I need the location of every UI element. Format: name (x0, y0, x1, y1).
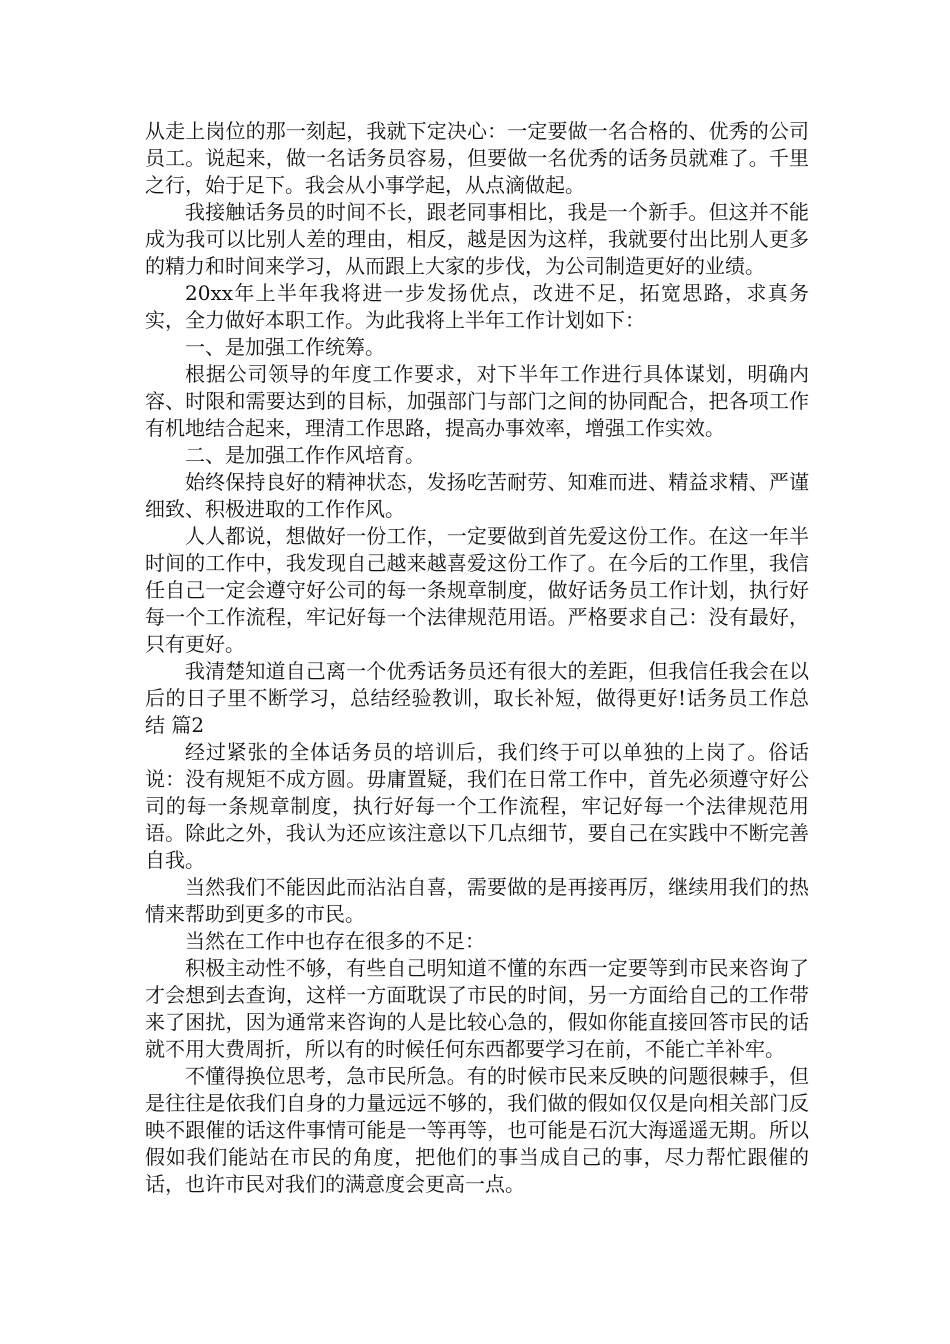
paragraph-5: 始终保持良好的精神状态，发扬吃苦耐劳、知难而进、精益求精、严谨细致、积极进取的工作作风。 (145, 470, 809, 521)
section-heading-2: 二、是加强工作作风培育。 (185, 443, 425, 467)
paragraph-3: 20xx年上半年我将进一步发扬优点，改进不足，拓宽思路，求真务实，全力做好本职工作。为此我将上半年工作计划如下： (145, 281, 809, 332)
paragraph-8: 经过紧张的全体话务员的培训后，我们终于可以单独的上岗了。俗话说：没有规矩不成方圆。毋庸置疑，我们在日常工作中，首先必须遵守好公司的每一条规章制度，执行好每一个工作流程，牢记好每一个法律规范用语。除此之外，我认为还应该注意以下几点细节，要自己在实践中不断完善自我。 (145, 740, 809, 872)
paragraph-9: 当然我们不能因此而沾沾自喜，需要做的是再接再厉，继续用我们的热情来帮助到更多的市民。 (145, 875, 809, 926)
paragraph-6: 人人都说，想做好一份工作，一定要做到首先爱这份工作。在这一年半时间的工作中，我发现自己越来越喜爱这份工作了。在今后的工作里，我信任自己一定会遵守好公司的每一条规章制度，做好话务员工作计划，执行好每一个工作流程，牢记好每一个法律规范用语。严格要求自己：没有最好，只有更好。 (145, 524, 809, 656)
paragraph-2: 我接触话务员的时间不长，跟老同事相比，我是一个新手。但这并不能成为我可以比别人差的理由，相反，越是因为这样，我就要付出比别人更多的精力和时间来学习，从而跟上大家的步伐，为公司制造更好的业绩。 (145, 200, 809, 278)
paragraph-7: 我清楚知道自己离一个优秀话务员还有很大的差距，但我信任我会在以后的日子里不断学习，总结经验教训，取长补短，做得更好!话务员工作总结 篇2 (145, 659, 809, 737)
document-body (145, 118, 809, 1198)
paragraph-12: 不懂得换位思考，急市民所急。有的时候市民来反映的问题很棘手，但是往往是依我们自身的力量远远不够的，我们做的假如仅仅是向相关部门反映不跟催的话这件事情可能是一等再等，也可能是石沉大海遥遥无期。所以假如我们能站在市民的角度，把他们的事当成自己的事，尽力帮忙跟催的话，也许市民对我们的满意度会更高一点。 (145, 1064, 809, 1196)
paragraph-10: 当然在工作中也存在很多的不足： (185, 929, 485, 953)
section-heading-1: 一、是加强工作统筹。 (185, 335, 385, 359)
paragraph-11: 积极主动性不够，有些自己明知道不懂的东西一定要等到市民来咨询了才会想到去查询，这样一方面耽误了市民的时间，另一方面给自己的工作带来了困扰，因为通常来咨询的人是比较心急的，假如你能直接回答市民的话就不用大费周折，所以有的时候任何东西都要学习在前，不能亡羊补牢。 (145, 956, 809, 1061)
paragraph-4: 根据公司领导的年度工作要求，对下半年工作进行具体谋划，明确内容、时限和需要达到的目标，加强部门与部门之间的协同配合，把各项工作有机地结合起来，理清工作思路，提高办事效率，增强工作实效。 (145, 362, 809, 440)
paragraph-1: 从走上岗位的那一刻起，我就下定决心：一定要做一名合格的、优秀的公司员工。说起来，做一名话务员容易，但要做一名优秀的话务员就难了。千里之行，始于足下。我会从小事学起，从点滴做起。 (145, 119, 809, 197)
